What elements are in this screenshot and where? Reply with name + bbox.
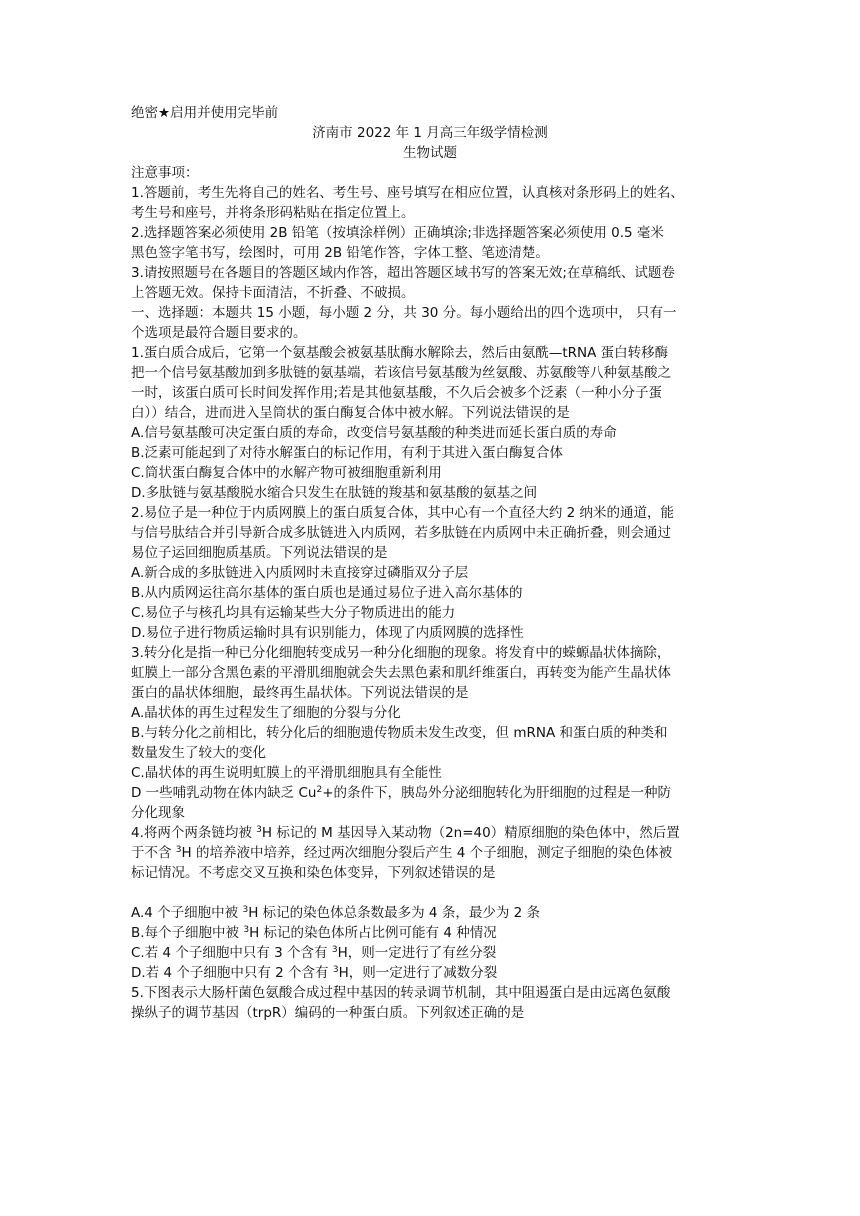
option-text: H，则一定进行了有丝分裂 (337, 945, 497, 961)
question-2-option-c: C.易位子与核孔均具有运输某些大分子物质进出的能力 (131, 605, 456, 621)
question-1-option-c: C.筒状蛋白酶复合体中的水解产物可被细胞重新利用 (131, 465, 442, 481)
option-text: B.每个子细胞中被 (131, 925, 244, 941)
question-3-option-a: A.晶状体的再生过程发生了细胞的分裂与分化 (131, 705, 401, 721)
option-text: A.4 个子细胞中被 (131, 905, 243, 921)
question-4-stem (131, 823, 680, 843)
exam-title: 济南市 2022 年 1 月高三年级学情检测 (312, 125, 548, 141)
question-1-stem: 白））结合，进而进入呈筒状的蛋白酶复合体中被水解。下列说法错误的是 (131, 405, 570, 421)
stem-text: 于不含 (131, 845, 176, 861)
stem-text: H 标记的 M 基因导入某动物（2n=40）精原细胞的染色体中，然后置 (261, 825, 680, 841)
stem-text: 4.将两个两条链均被 (131, 825, 257, 841)
question-2-stem: 易位子运回细胞质基质。下列说法错误的是 (131, 545, 388, 561)
question-4-stem (131, 843, 672, 863)
question-3-stem: 虹膜上一部分含黑色素的平滑肌细胞就会失去黑色素和肌纤维蛋白，再转变为能产生晶状体 (131, 665, 671, 681)
superscript: 3 (243, 925, 250, 935)
superscript: 3 (242, 905, 249, 915)
notice-line: 考生号和座号，并将条形码粘贴在指定位置上。 (131, 205, 415, 221)
option-text: D.若 4 个子细胞中只有 2 个含有 (131, 965, 333, 981)
question-1-option-d: D.多肽链与氨基酸脱水缩合只发生在肽链的羧基和氨基酸的氨基之间 (131, 485, 538, 501)
option-text: H 标记的染色体总条数最多为 4 条，最少为 2 条 (248, 905, 540, 921)
superscript: 3 (332, 965, 339, 975)
question-1-stem: 一时，该蛋白质可长时间发挥作用;若是其他氨基酸，不久后会被多个泛素（一种小分子蛋 (131, 385, 663, 401)
question-5-stem: 5.下图表示大肠杆菌色氨酸合成过程中基因的转录调节机制，其中阻遏蛋白是由远离色氨酸 (131, 985, 671, 1001)
question-3-option-b-cont: 数量发生了较大的变化 (131, 745, 266, 761)
question-4-option-a (131, 903, 540, 923)
question-2-option-b: B.从内质网运往高尔基体的蛋白质也是通过易位子进入高尔基体的 (131, 585, 523, 601)
question-3-stem: 蛋白的晶状体细胞，最终再生晶状体。下列说法错误的是 (131, 685, 469, 701)
notice-line: 上答题无效。保持卡面清洁，不折叠、不破损。 (131, 285, 415, 301)
question-1-stem: 1.蛋白质合成后，它第一个氨基酸会被氨基肽酶水解除去，然后由氨酰—tRNA 蛋白转移酶 (131, 345, 669, 361)
section-heading: 一、选择题：本题共 15 小题，每小题 2 分，共 30 分。每小题给出的四个选项中， 只有一 (131, 305, 677, 321)
question-4-option-d (131, 963, 497, 983)
section-heading: 个选项是最符合题目要求的。 (131, 325, 307, 341)
question-3-option-d (131, 783, 671, 803)
notice-line: 3.请按照题号在各题目的答题区域内作答，超出答题区域书写的答案无效;在草稿纸、试题卷 (131, 265, 675, 281)
notice-line: 2.选择题答案必须使用 2B 铅笔（按填涂样例）正确填涂;非选择题答案必须使用 0.5 毫米 (131, 225, 664, 241)
question-4-option-b (131, 923, 497, 943)
exam-subject: 生物试题 (403, 145, 457, 161)
question-5-stem: 操纵子的调节基因（trpR）编码的一种蛋白质。下列叙述正确的是 (131, 1005, 525, 1021)
question-2-stem: 与信号肽结合并引导新合成多肽链进入内质网，若多肽链在内质网中未正确折叠，则会通过 (131, 525, 671, 541)
question-1-stem: 把一个信号氨基酸加到多肽链的氨基端，若该信号氨基酸为丝氨酸、苏氨酸等八种氨基酸之 (131, 365, 671, 381)
question-3-stem: 3.转分化是指一种已分化细胞转变成另一种分化细胞的现象。将发育中的蝾螈晶状体摘除， (131, 645, 671, 661)
option-text: +的条件下，胰岛外分泌细胞转化为肝细胞的过程是一种防 (322, 785, 672, 801)
question-4-option-c (131, 943, 496, 963)
notice-heading: 注意事项： (131, 165, 199, 181)
question-1-option-b: B.泛素可能起到了对待水解蛋白的标记作用，有利于其进入蛋白酶复合体 (131, 445, 564, 461)
notice-line: 黑色签字笔书写，绘图时，可用 2B 铅笔作答，字体工整、笔迹清楚。 (131, 245, 549, 261)
question-2-stem: 2.易位子是一种位于内质网膜上的蛋白质复合体，其中心有一个直径大约 2 纳米的通道，能 (131, 505, 675, 521)
option-text: C.若 4 个子细胞中只有 3 个含有 (131, 945, 332, 961)
question-2-option-a: A.新合成的多肽链进入内质网时未直接穿过磷脂双分子层 (131, 565, 469, 581)
stem-text: H 的培养液中培养，经过两次细胞分裂后产生 4 个子细胞，测定子细胞的染色体被 (181, 845, 673, 861)
option-text: H 标记的染色体所占比例可能有 4 种情况 (249, 925, 497, 941)
notice-line: 1.答题前，考生先将自己的姓名、考生号、座号填写在相应位置，认真核对条形码上的姓名、 (131, 185, 684, 201)
superscript: 3 (175, 845, 182, 855)
question-3-option-c: C.晶状体的再生说明虹膜上的平滑肌细胞具有全能性 (131, 765, 442, 781)
question-4-stem: 标记情况。不考虑交叉互换和染色体变异，下列叙述错误的是 (131, 865, 496, 881)
question-3-option-b: B.与转分化之前相比，转分化后的细胞遗传物质未发生改变，但 mRNA 和蛋白质的种类和 (131, 725, 668, 741)
question-1-option-a: A.信号氨基酸可决定蛋白质的寿命，改变信号氨基酸的种类进而延长蛋白质的寿命 (131, 425, 617, 441)
superscript: 3 (256, 825, 262, 835)
question-2-option-d: D.易位子进行物质运输时具有识别能力，体现了内质网膜的选择性 (131, 625, 524, 641)
option-text: H，则一定进行了减数分裂 (338, 965, 498, 981)
secret-label: 绝密★启用并使用完毕前 (131, 105, 279, 121)
question-3-option-d-cont: 分化现象 (131, 805, 185, 821)
superscript: 2 (316, 785, 323, 795)
option-text: D 一些哺乳动物在体内缺乏 Cu (131, 785, 317, 801)
superscript: 3 (331, 945, 338, 955)
